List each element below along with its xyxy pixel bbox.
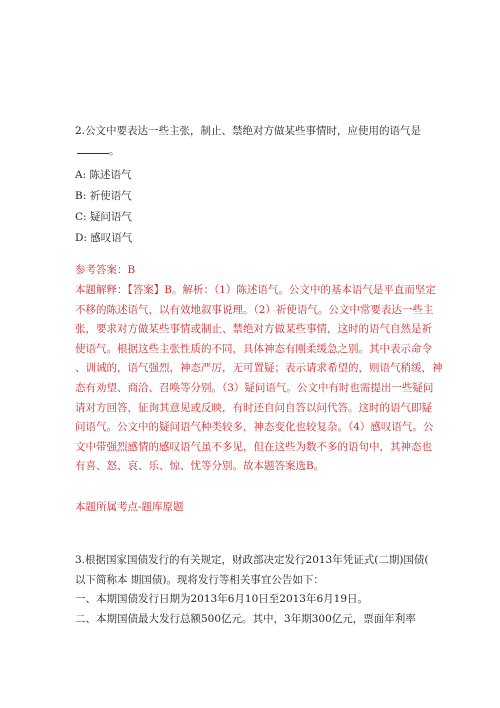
question-3 — [75, 551, 455, 629]
analysis-line: 不移的陈述语气，以有效地叙事说理。（2）祈使语气。公文中常要表达一些主 — [75, 303, 434, 316]
analysis-line: 请对方回答，征询其意见或反映，有时还自问自答以问代答。这时的语气即疑 — [75, 401, 432, 414]
analysis-line: 本题解释：【答案】B。解析：（1）陈述语气。公文中的基本语气是平直而坚定 — [75, 284, 436, 296]
option-d: D: 感叹语气 — [75, 232, 133, 244]
analysis-line: 态有劝望、商洽、召唤等分别。（3）疑问语气。公文中有时也需提出一些疑问 — [75, 381, 434, 394]
option-b: B: 祈使语气 — [75, 190, 132, 202]
analysis-line: 有喜、怒、哀、乐、惊、忧等分别。故本题答案选B。 — [75, 460, 325, 473]
question-stem — [75, 121, 445, 161]
question-stem-suffix: 。 — [109, 145, 120, 157]
answer-analysis — [75, 281, 445, 477]
analysis-line: 使语气。根据这些主张性质的不同，具体神态有刚柔缓急之别。其中表示命令 — [75, 342, 432, 355]
option-c: C: 疑问语气 — [75, 211, 132, 223]
options-list — [75, 165, 445, 249]
question-stem-line1: 2.公文中要表达一些主张，制止、禁绝对方做某些事情时，应使用的语气是 — [75, 125, 422, 137]
option-a: A: 陈述语气 — [75, 169, 132, 181]
question3-line: 二、本期国债最大发行总额500亿元。其中，3年期300亿元，票面年利率 — [75, 612, 416, 625]
question3-line: 以下简称本 期国债)。现将发行等相关事宜公告如下： — [75, 573, 324, 586]
analysis-line: 文中带强烈感情的感叹语气虽不多见，但在这些为数不多的语句中，其神态也 — [75, 440, 432, 453]
analysis-line: 问语气。公文中的疑问语气种类较多，神态变化也较复杂。（4）感叹语气。公 — [75, 421, 434, 434]
answer-blank — [77, 143, 109, 154]
reference-answer: 参考答案：B — [75, 264, 136, 276]
question3-line: 一、本期国债发行日期为2013年6月10日至2013年6月19日。 — [75, 593, 369, 605]
analysis-line: 、训诫的，语气强烈，神态严厉，无可置疑；表示请求希望的，则语气稍缓，神 — [75, 362, 443, 375]
question-source: 本题所属考点-题库原题 — [75, 501, 184, 513]
analysis-line: 张，要求对方做某些事情或制止、禁绝对方做某些事情，这时的语气自然是祈 — [75, 323, 432, 336]
question-2 — [75, 121, 445, 477]
question3-line: 3.根据国家国债发行的有关规定，财政部决定发行2013年凭证式(二期)国债( — [75, 554, 429, 566]
